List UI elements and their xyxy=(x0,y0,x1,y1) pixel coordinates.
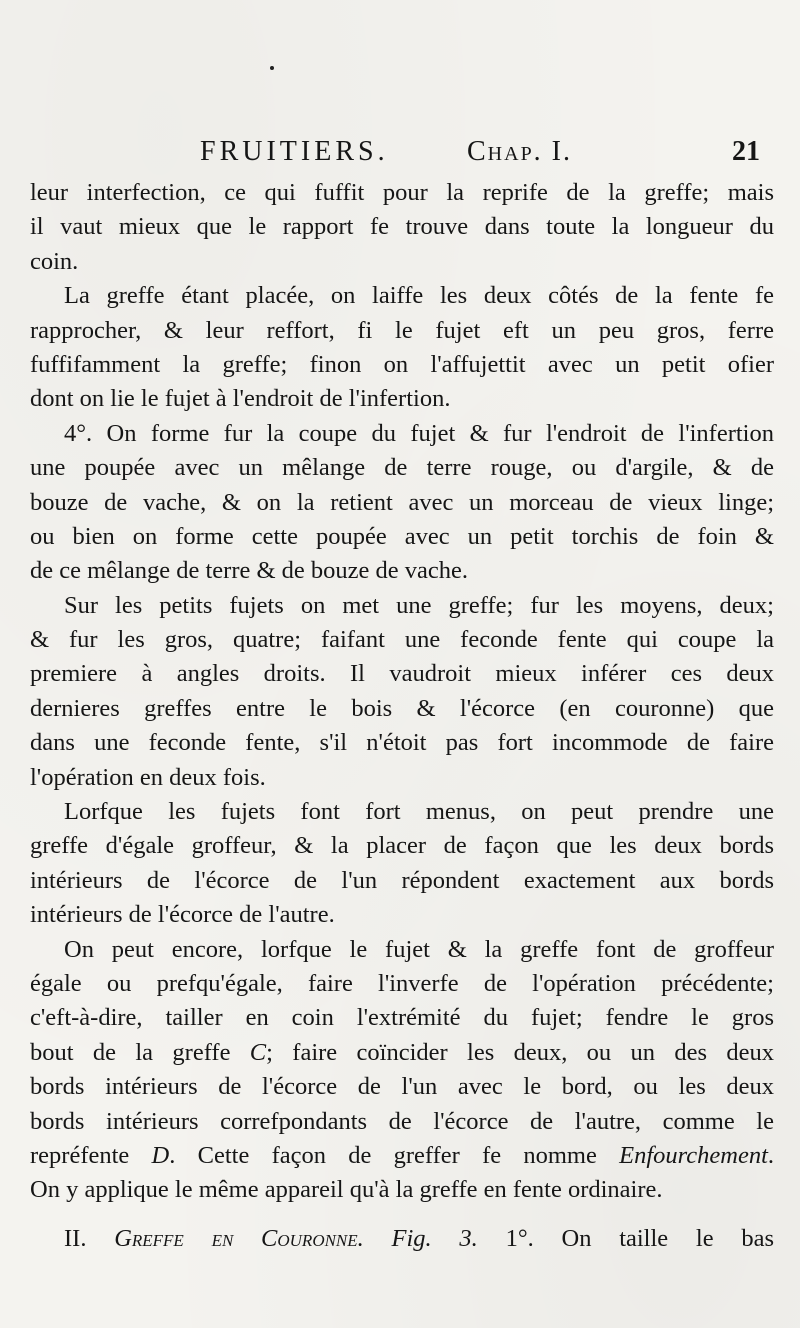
ink-speck xyxy=(270,66,274,70)
text-line: & fur les gros, quatre; faifant une feconde fente qui coupe la xyxy=(30,626,774,654)
text-line: fuffifamment la greffe; finon on l'affujettit avec un petit ofier xyxy=(30,350,774,378)
text-line: c'eft-à-dire, tailler en coin l'extrémité du fujet; fendre le gros xyxy=(30,1004,774,1032)
text-line: leur interfection, ce qui fuffit pour la reprife de la greffe; mais xyxy=(30,179,774,206)
text-line: dont on lie le fujet à l'endroit de l'infertion. xyxy=(30,385,451,413)
text-line: bords intérieurs correfpondants de l'écorce de l'autre, comme le xyxy=(30,1107,774,1135)
text-line: repréfente D. Cette façon de greffer fe nomme Enfourchement. xyxy=(30,1141,774,1169)
text-line: il vaut mieux que le rapport fe trouve dans toute la longueur du xyxy=(30,213,774,241)
text-line: bords intérieurs de l'écorce de l'un avec le bord, ou les deux xyxy=(30,1073,774,1101)
text-line: bout de la greffe C; faire coïncider les deux, ou un des deux xyxy=(30,1038,774,1066)
paragraph-first-line: La greffe étant placée, on laiffe les deux côtés de la fente fe xyxy=(64,282,774,310)
text-line: l'opération en deux fois. xyxy=(30,763,266,791)
text-line: intérieurs de l'écorce de l'un répondent exactement aux bords xyxy=(30,866,774,894)
paragraph-first-line: Lorfque les fujets font fort menus, on peut prendre une xyxy=(64,798,774,826)
text-line: On y applique le même appareil qu'à la greffe en fente ordinaire. xyxy=(30,1176,663,1204)
text-line: coin. xyxy=(30,247,79,275)
text-line: bouze de vache, & on la retient avec un morceau de vieux linge; xyxy=(30,488,774,516)
running-title: FRUITIERS. xyxy=(200,136,389,167)
section-heading-line xyxy=(30,1222,774,1256)
text-line: de ce mêlange de terre & de bouze de vache. xyxy=(30,557,469,585)
page-header xyxy=(0,135,800,169)
section-title: Greffe en Couronne. xyxy=(114,1224,364,1252)
paragraph-first-line: On peut encore, lorfque le fujet & la greffe font de groffeur xyxy=(64,935,774,963)
text-line: une poupée avec un mêlange de terre rouge, ou d'argile, & de xyxy=(30,454,774,482)
text-line: premiere à angles droits. Il vaudroit mieux inférer ces deux xyxy=(30,660,774,688)
text-line: dans une feconde fente, s'il n'étoit pas fort incommode de faire xyxy=(30,729,774,757)
text-line: ou bien on forme cette poupée avec un petit torchis de foin & xyxy=(30,522,774,550)
figure-reference: Fig. 3. xyxy=(391,1224,478,1252)
text-line: dernieres greffes entre le bois & l'écorce (en couronne) que xyxy=(30,694,774,722)
section-text: On taille le bas xyxy=(561,1224,774,1252)
paragraph-first-line: Sur les petits fujets on met une greffe; fur les moyens, deux; xyxy=(64,591,774,619)
text-line: intérieurs de l'écorce de l'autre. xyxy=(30,901,335,929)
page-number: 21 xyxy=(732,136,760,167)
section-numeral: II. xyxy=(64,1224,87,1252)
chapter-label: Chap. I. xyxy=(467,136,573,167)
body-text xyxy=(30,176,774,1256)
text-line: égale ou prefqu'égale, faire l'inverfe de l'opération précédente; xyxy=(30,969,774,997)
paragraph-first-line: 4°. On forme fur la coupe du fujet & fur l'endroit de l'infertion xyxy=(64,419,774,447)
step-number: 1°. xyxy=(505,1224,534,1252)
text-line: greffe d'égale groffeur, & la placer de façon que les deux bords xyxy=(30,832,774,860)
text-line: rapprocher, & leur reffort, fi le fujet eft un peu gros, ferre xyxy=(30,316,774,344)
